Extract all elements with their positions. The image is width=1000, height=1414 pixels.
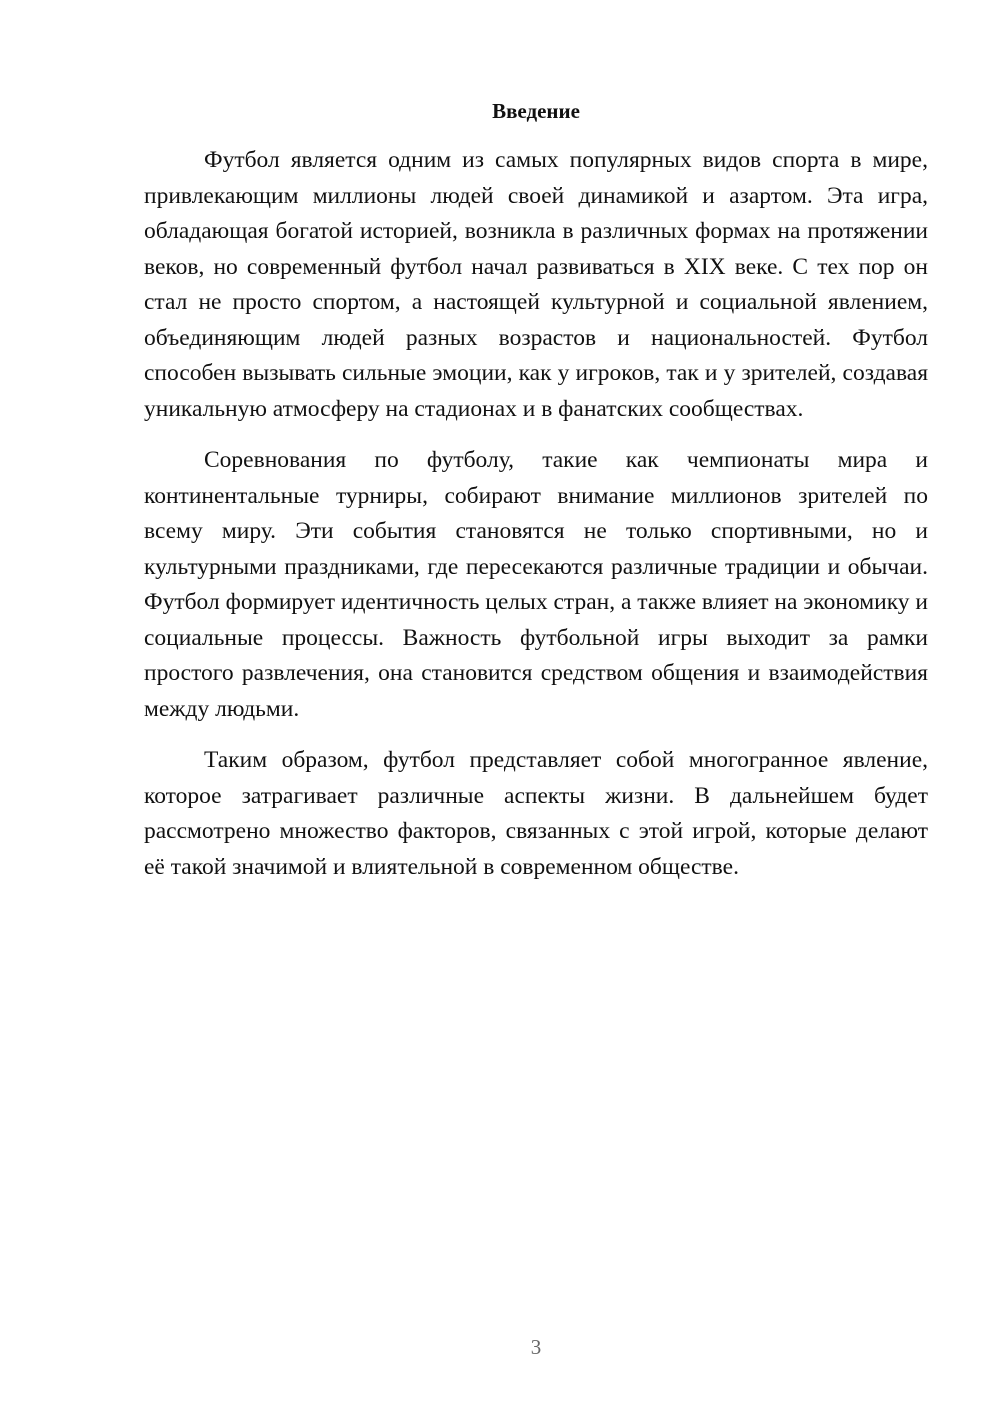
paragraph-2: Соревнования по футболу, такие как чемпионаты мира и континентальные турниры, собирают внимание миллионов зрителей по всему миру. Эти события становятся не только спортивными, но и культурными праздниками, где пересекаются различные традиции и обычаи. Футбол формирует идентичность целых стран, а также влияет на экономику и социальные процессы. Важность футбольной игры выходит за рамки простого развлечения, она становится средством общения и взаимодействия между людьми.	[144, 447, 928, 722]
page-number: 3	[530, 1335, 542, 1359]
section-heading: Введение	[492, 99, 580, 123]
paragraph-1: Футбол является одним из самых популярных видов спорта в мире, привлекающим миллионы людей своей динамикой и азартом. Эта игра, обладающая богатой историей, возникла в различных формах на протяжении веков, но современный футбол начал развиваться в XIX веке. С тех пор он стал не просто спортом, а настоящей культурной и социальной явлением, объединяющим людей разных возрастов и национальностей. Футбол способен вызывать сильные эмоции, как у игроков, так и у зрителей, создавая уникальную атмосферу на стадионах и в фанатских сообществах.	[144, 147, 928, 422]
body-text	[144, 143, 928, 901]
paragraph-3: Таким образом, футбол представляет собой многогранное явление, которое затрагивает различные аспекты жизни. В дальнейшем будет рассмотрено множество факторов, связанных с этой игрой, которые делают её такой значимой и влиятельной в современном обществе.	[144, 747, 928, 880]
